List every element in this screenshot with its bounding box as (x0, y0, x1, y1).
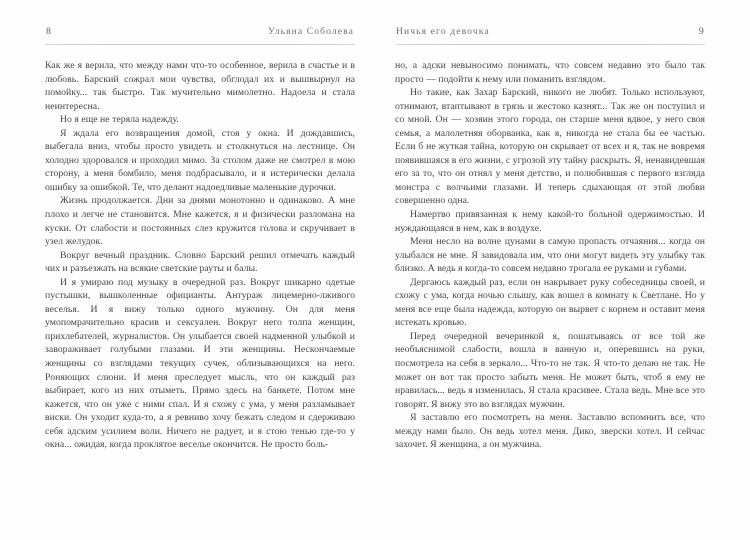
paragraph: Но я еще не теряла надежду. (60, 114, 179, 126)
paragraph: Как же я верила, что между нами что-то особенное, верила в счастье и в любовь. Барский сожрал мои чувства, обглодал их и вышвырнул на помойку... так быстро. Так мучительно мимолетно. Надоела и стала неинтересна. (45, 60, 355, 112)
body-text-right (395, 59, 705, 452)
paragraph: Перед очередной вечеринкой я, пошатываясь от все той же необъяснимой слабости, вошла в ванную и, оперевшись на руки, посмотрела на себя в зеркало... Что-то не так. Я что-то делаю не так. Не может он вот так просто забыть меня. Не может быть, чтоб я ему не нравилась... ведь я изменилась. Я стала красивее. Стала ведь. Мне все это говорят. Я вижу это во взглядах мужчин. (395, 330, 705, 410)
running-head-title: Ничья его девочка (396, 26, 490, 37)
paragraph: Но такие, как Захар Барский, никого не любят. Только используют, отнимают, втаптывают в грязь и жестоко казнят... Так же он поступил и со мной. Он — хозяин этого города, он старше меня вдвое, у него своя семья, а малолетняя оборванка, как я, никогда не стала бы ее частью. Если б не жуткая тайна, которую он скрывает от всех и я, так не вовремя появившаяся в его жизни, с угрозой эту тайну раскрыть. Я, ненавидевшая его за то, что он отнял у меня детство, и полюбившая с первого взгляда монстра с волчьими глазами. И теперь сдыхающая от этой любви совершенно одна. (395, 87, 705, 207)
paragraph: Вокруг вечный праздник. Словно Барский решил отмечать каждый чих и разъезжать на всякие светские рауты и балы. (45, 249, 355, 275)
paragraph: Меня несло на волне цунами в самую пропасть отчаяния... когда он улыбался не мне. Я завидовала им, что они могут видеть эту улыбку так близко. А ведь я когда-то совсем недавно трогала ее руками и губами. (395, 236, 705, 275)
page-number-right: 9 (698, 26, 704, 37)
body-text-left (45, 59, 355, 452)
paragraph: Дергаюсь каждый раз, если он накрывает руку собеседницы своей, и схожу с ума, когда ночью слышу, как вошел в комнату к Светлане. Но у меня все еще была надежда, которую он вырвет с корнем и оставит меня истекать кровью. (395, 276, 705, 329)
page-right-content (395, 26, 705, 452)
running-head-left (45, 26, 355, 40)
header-rule-right (395, 44, 705, 45)
running-head-author: Ульяна Соболева (267, 26, 354, 37)
page-right (375, 0, 750, 540)
paragraph: Жизнь продолжается. Дни за днями монотонно и одинаково. А мне плохо и легче не становится. Мне кажется, я и физически разломана на куски. От слабости и постоянных слез кружится голова и скручивает в узел желудок. (45, 195, 355, 248)
paragraph: Я заставлю его посмотреть на меня. Заставлю вспомнить все, что между нами было. Он ведь хотел меня. Дико, зверски хотел. И сейчас захочет. Я женщина, а он мужчина. (395, 412, 705, 451)
page-number-left: 8 (46, 26, 52, 37)
page-left-content (45, 26, 355, 452)
header-rule-left (45, 44, 355, 45)
paragraph: И я умираю под музыку в очередной раз. Вокруг шикарно одетые пустышки, вышколенные официанты. Антураж лицемерно-лживого веселья. И я вижу только одного мужчину. Он для меня умопомрачительно красив и сексуален. Вокруг него толпа женщин, прихлебателей, журналистов. Он улыбается своей надменной улыбкой и завораживает голубыми глазами. И эти женщины. Нескончаемые женщины со взглядами текущих сучек, облизывающихся на него. Роняющих слюни. И меня преследует мысль, что он каждый раз выбирает, кого из них отыметь. Прямо здесь на банкете. Потом мне кажется, что он уже с ними спал. И я схожу с ума, у меня разламывает виски. Он уходит куда-то, а я ревниво хочу бежать следом и сдерживаю себя адским усилием воли. Ничего не радует, и я стою тенью где-то у окна... ожидая, когда проклятое веселье окончится. Не просто боль- (45, 276, 355, 451)
paragraph: Намертво привязанная к нему какой-то больной одержимостью. И нуждающаяся в нем, как в воздухе. (395, 209, 705, 234)
paragraph: Я ждала его возвращения домой, стоя у окна. И дождавшись, выбегала вниз, чтобы просто увидеть и столкнуться на лестнице. Он холодно здоровался и проходил мимо. За столом даже не смотрел в мою сторону, а меня бомбило, меня подбрасывало, и я истерически делала ошибку за ошибкой. Те, что делают надоедливые маленькие дурочки. (45, 127, 355, 193)
paragraph: но, а адски невыносимо понимать, что совсем недавно это было так просто — подойти к нему или поманить взглядом. (395, 60, 705, 85)
running-head-right (395, 26, 705, 40)
